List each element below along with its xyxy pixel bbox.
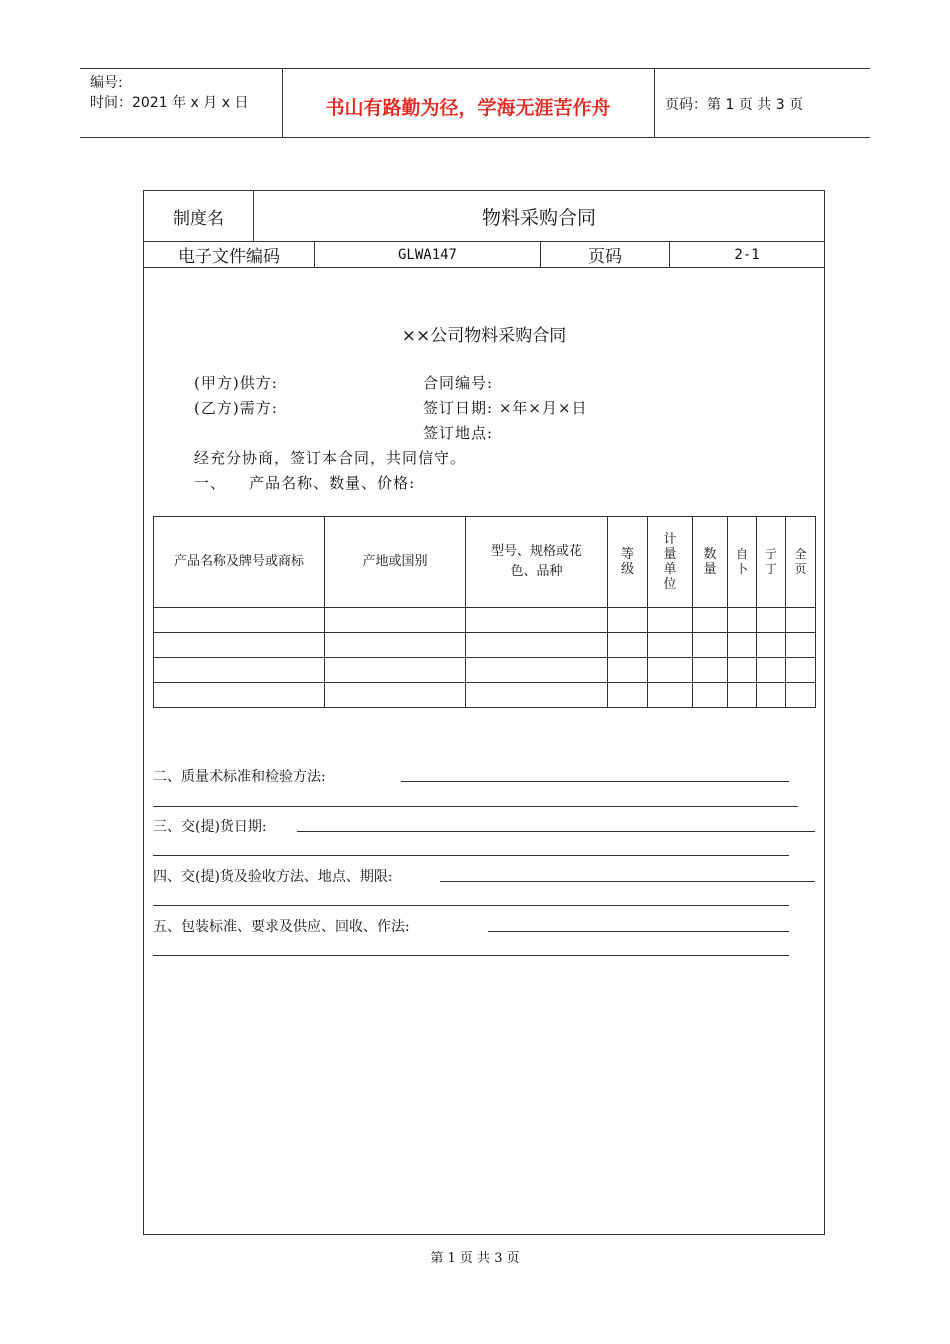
table-cell[interactable] — [608, 658, 648, 683]
table-row — [154, 608, 816, 633]
header-page-cell — [655, 69, 870, 137]
header-model-spec: 型号、规格或花 色、品种 — [466, 517, 608, 608]
contract-title: ××公司物料采购合同 — [401, 326, 567, 346]
table-cell[interactable] — [728, 633, 757, 658]
product-table — [153, 516, 816, 708]
table-cell[interactable] — [325, 608, 466, 633]
section-2-blank[interactable] — [401, 781, 789, 782]
policy-name-row — [144, 191, 824, 242]
table-cell[interactable] — [648, 633, 693, 658]
table-cell[interactable] — [648, 683, 693, 708]
section-4-blank[interactable] — [440, 881, 815, 882]
contract-number-label: 合同编号: — [423, 374, 494, 392]
time-line: 时间：2021 年 x 月 x 日 — [90, 95, 249, 111]
header-unit-price: 自 卜 — [728, 517, 757, 608]
table-cell[interactable] — [693, 683, 728, 708]
header-grade: 等 级 — [608, 517, 648, 608]
table-cell[interactable] — [693, 608, 728, 633]
table-cell[interactable] — [757, 683, 786, 708]
table-row — [154, 633, 816, 658]
table-cell[interactable] — [325, 683, 466, 708]
table-row — [154, 658, 816, 683]
page-value: 2-1 — [734, 246, 760, 263]
header-meta-cell — [80, 69, 283, 137]
table-cell[interactable] — [728, 683, 757, 708]
table-cell[interactable] — [466, 608, 608, 633]
page-label: 页码 — [541, 242, 670, 267]
section-5-blank-line-2[interactable] — [153, 955, 789, 956]
table-cell[interactable] — [786, 608, 816, 633]
table-cell[interactable] — [757, 608, 786, 633]
table-cell[interactable] — [648, 658, 693, 683]
header-product-name: 产品名称及牌号或商标 — [154, 517, 325, 608]
table-cell[interactable] — [757, 658, 786, 683]
table-cell[interactable] — [757, 633, 786, 658]
table-cell[interactable] — [466, 658, 608, 683]
table-cell[interactable] — [786, 633, 816, 658]
table-cell[interactable] — [728, 608, 757, 633]
header-amount: 亍 丁 — [757, 517, 786, 608]
document-frame — [143, 190, 825, 1235]
table-cell[interactable] — [608, 683, 648, 708]
table-cell[interactable] — [154, 658, 325, 683]
header-origin: 产地或国别 — [325, 517, 466, 608]
header-quantity: 数 量 — [693, 517, 728, 608]
file-code-value: GLWA147 — [315, 242, 541, 267]
header-total: 全 页 — [786, 517, 816, 608]
party-b-label: (乙方)需方: — [194, 399, 278, 417]
file-code-row — [144, 242, 824, 268]
policy-name-value: 物料采购合同 — [481, 206, 596, 229]
sign-place-label: 签订地点: — [423, 424, 494, 442]
page-info: 页码：第 1 页 共 3 页 — [665, 97, 804, 113]
sign-date-label: 签订日期: ×年×月×日 — [423, 399, 588, 417]
preamble-text: 经充分协商，签订本合同，共同信守。 — [194, 449, 467, 467]
table-cell[interactable] — [466, 683, 608, 708]
table-cell[interactable] — [693, 633, 728, 658]
table-cell[interactable] — [728, 658, 757, 683]
page-header — [80, 68, 870, 138]
table-cell[interactable] — [154, 633, 325, 658]
file-code-label: 电子文件编码 — [144, 242, 315, 267]
section-3-label: 三、交(提)货日期: — [153, 819, 267, 835]
section-4-label: 四、交(提)货及验收方法、地点、期限: — [153, 869, 393, 885]
motto: 书山有路勤为径，学海无涯苦作舟 — [325, 97, 611, 119]
header-motto-cell — [282, 69, 655, 137]
table-cell[interactable] — [608, 633, 648, 658]
table-cell[interactable] — [648, 608, 693, 633]
party-a-label: (甲方)供方: — [194, 374, 278, 392]
table-cell[interactable] — [154, 683, 325, 708]
policy-name-label: 制度名 — [144, 191, 254, 241]
section-3-blank-line-2[interactable] — [153, 855, 789, 856]
table-cell[interactable] — [325, 658, 466, 683]
header-unit: 计 量 单 位 — [648, 517, 693, 608]
table-row — [154, 683, 816, 708]
table-cell[interactable] — [154, 608, 325, 633]
section-2-blank-line-2[interactable] — [153, 806, 798, 807]
number-label: 编号: — [90, 75, 123, 91]
section-3-blank[interactable] — [297, 831, 815, 832]
section-1-heading: 一、 产品名称、数量、价格: — [194, 474, 416, 492]
section-2-label: 二、质量术标准和检验方法: — [153, 769, 326, 785]
table-cell[interactable] — [608, 608, 648, 633]
table-cell[interactable] — [693, 658, 728, 683]
section-4-blank-line-2[interactable] — [153, 905, 789, 906]
table-cell[interactable] — [786, 683, 816, 708]
page-footer: 第 1 页 共 3 页 — [430, 1251, 520, 1266]
section-5-label: 五、包装标准、要求及供应、回收、作法: — [153, 919, 410, 935]
product-table-header-row — [154, 517, 816, 608]
table-cell[interactable] — [786, 658, 816, 683]
section-5-blank[interactable] — [488, 931, 789, 932]
table-cell[interactable] — [325, 633, 466, 658]
table-cell[interactable] — [466, 633, 608, 658]
